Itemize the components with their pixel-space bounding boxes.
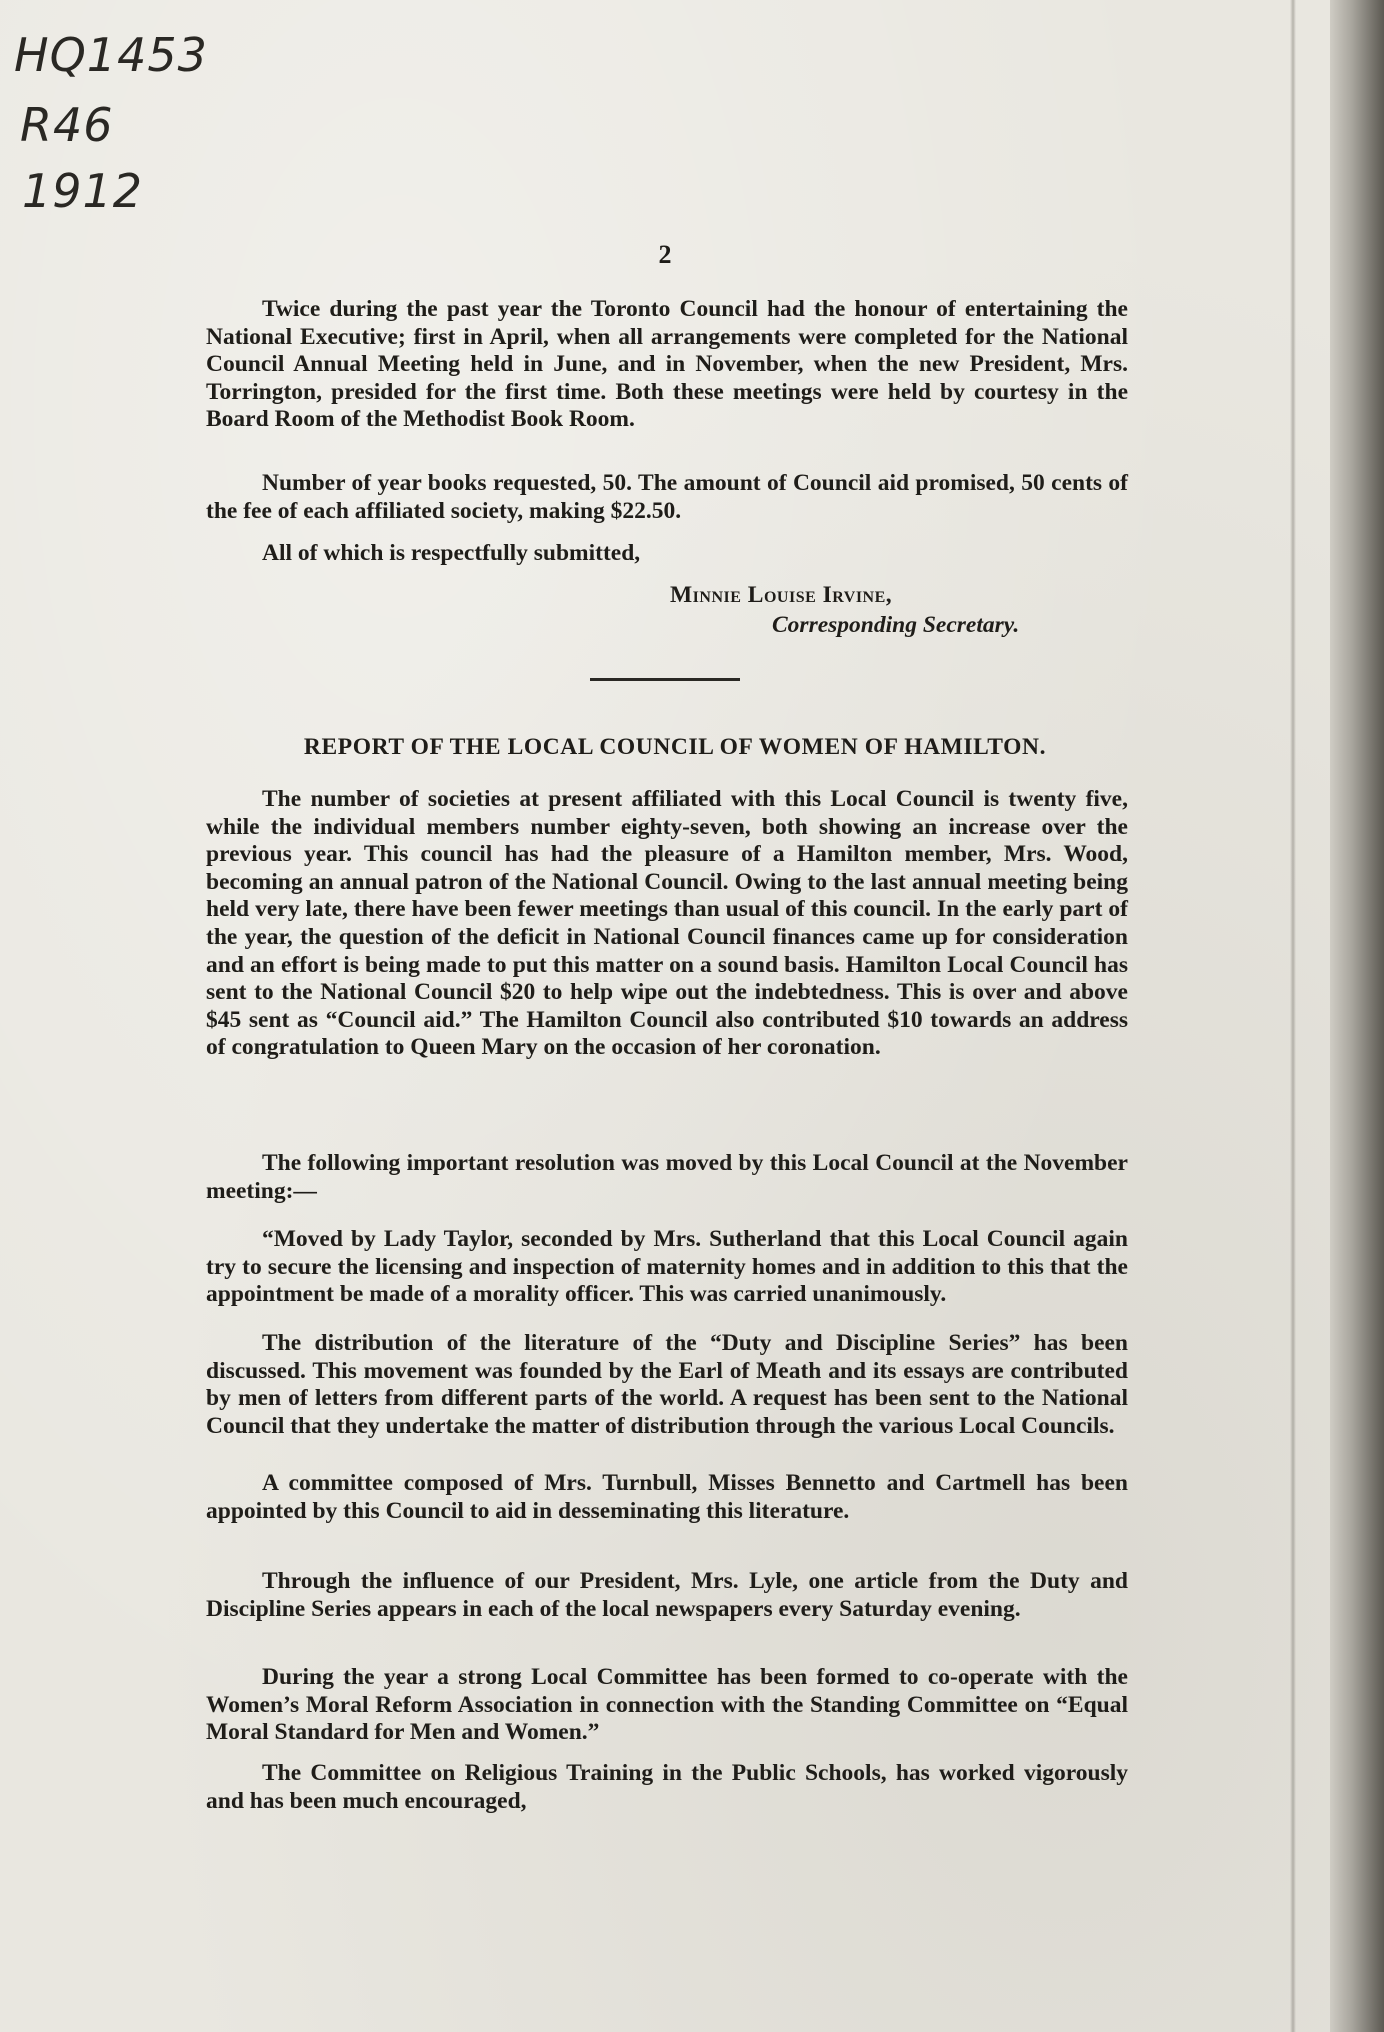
paragraph-text: All of which is respectfully submitted, — [262, 540, 641, 566]
toronto-paragraph-1 — [206, 296, 1128, 434]
section-divider — [590, 678, 740, 681]
paragraph-text: Twice during the past year the Toronto Council had the honour of entertaining the National Executive; first in April, when all arrangements were completed for the National Council Annual Meeting held in June, and in November, when the new President, Mrs. Torrington, presided for the first time. Both these meetings were held by courtesy in the Board Room of the Methodist Book Room. — [206, 296, 1128, 433]
book-spine-edge — [1330, 0, 1384, 2032]
hamilton-paragraph-4 — [206, 1330, 1128, 1440]
hamilton-paragraph-5 — [206, 1470, 1128, 1525]
section-heading: REPORT OF THE LOCAL COUNCIL OF WOMEN OF HAMILTON. — [303, 734, 1047, 760]
paragraph-text: A committee composed of Mrs. Turnbull, Misses Bennetto and Cartmell has been appointed by this Council to aid in desseminating this literature. — [206, 1470, 1128, 1524]
paragraph-text: During the year a strong Local Committee has been formed to co-operate with the Women’s Moral Reform Association in connection with the Standing Committee on “Equal Moral Standard for Men and Women.” — [206, 1664, 1128, 1746]
toronto-paragraph-3 — [206, 540, 1128, 568]
toronto-paragraph-2 — [206, 470, 1128, 525]
paragraph-text: “Moved by Lady Taylor, seconded by Mrs. Sutherland that this Local Council again try to secure the licensing and inspection of maternity homes and in addition to this that the appointment be made of a morality officer. This was carried unanimously. — [206, 1226, 1128, 1308]
paragraph-text: The Committee on Religious Training in the Public Schools, has worked vigorously and has been much encouraged, — [206, 1760, 1128, 1814]
hamilton-paragraph-6 — [206, 1568, 1128, 1623]
hamilton-paragraph-7 — [206, 1664, 1128, 1747]
paragraph-text: The distribution of the literature of the “Duty and Discipline Series” has been discussed. This movement was founded by the Earl of Meath and its essays are contributed by men of letters from different parts of the world. A request has been sent to the National Council that they undertake the matter of distribution through the various Local Councils. — [206, 1330, 1128, 1439]
paragraph-text: Number of year books requested, 50. The amount of Council aid promised, 50 cents of the fee of each affiliated society, making $22.50. — [206, 470, 1128, 524]
page-crease — [1290, 0, 1296, 2032]
signature-name: Minnie Louise Irvine, — [670, 582, 893, 608]
hamilton-paragraph-8 — [206, 1760, 1128, 1815]
paragraph-text: The following important resolution was moved by this Local Council at the November meeting:— — [206, 1150, 1128, 1204]
handwritten-cutter-number: R46 — [20, 98, 114, 152]
paragraph-text: Through the influence of our President, Mrs. Lyle, one article from the Duty and Discipline Series appears in each of the local newspapers every Saturday evening. — [206, 1568, 1128, 1622]
handwritten-call-number: HQ1453 — [14, 28, 208, 82]
hamilton-paragraph-3 — [206, 1226, 1128, 1309]
hamilton-paragraph-2 — [206, 1150, 1128, 1205]
hamilton-paragraph-1 — [206, 786, 1128, 1062]
paragraph-text: The number of societies at present affiliated with this Local Council is twenty five, while the individual members number eighty-seven, both showing an increase over the previous year. This council has had the pleasure of a Hamilton member, Mrs. Wood, becoming an annual patron of the National Council. Owing to the last annual meeting being held very late, there have been fewer meetings than usual of this council. In the early part of the year, the question of the deficit in National Council finances came up for consideration and an effort is being made to put this matter on a sound basis. Hamilton Local Council has sent to the National Council $20 to help wipe out the indebtedness. This is over and above $45 sent as “Council aid.” The Hamilton Council also contributed $10 towards an address of congratulation to Queen Mary on the occasion of her coronation. — [206, 786, 1128, 1061]
page-number: 2 — [658, 240, 672, 269]
handwritten-year: 1912 — [22, 164, 144, 218]
signature-title: Corresponding Secretary. — [772, 612, 1020, 638]
